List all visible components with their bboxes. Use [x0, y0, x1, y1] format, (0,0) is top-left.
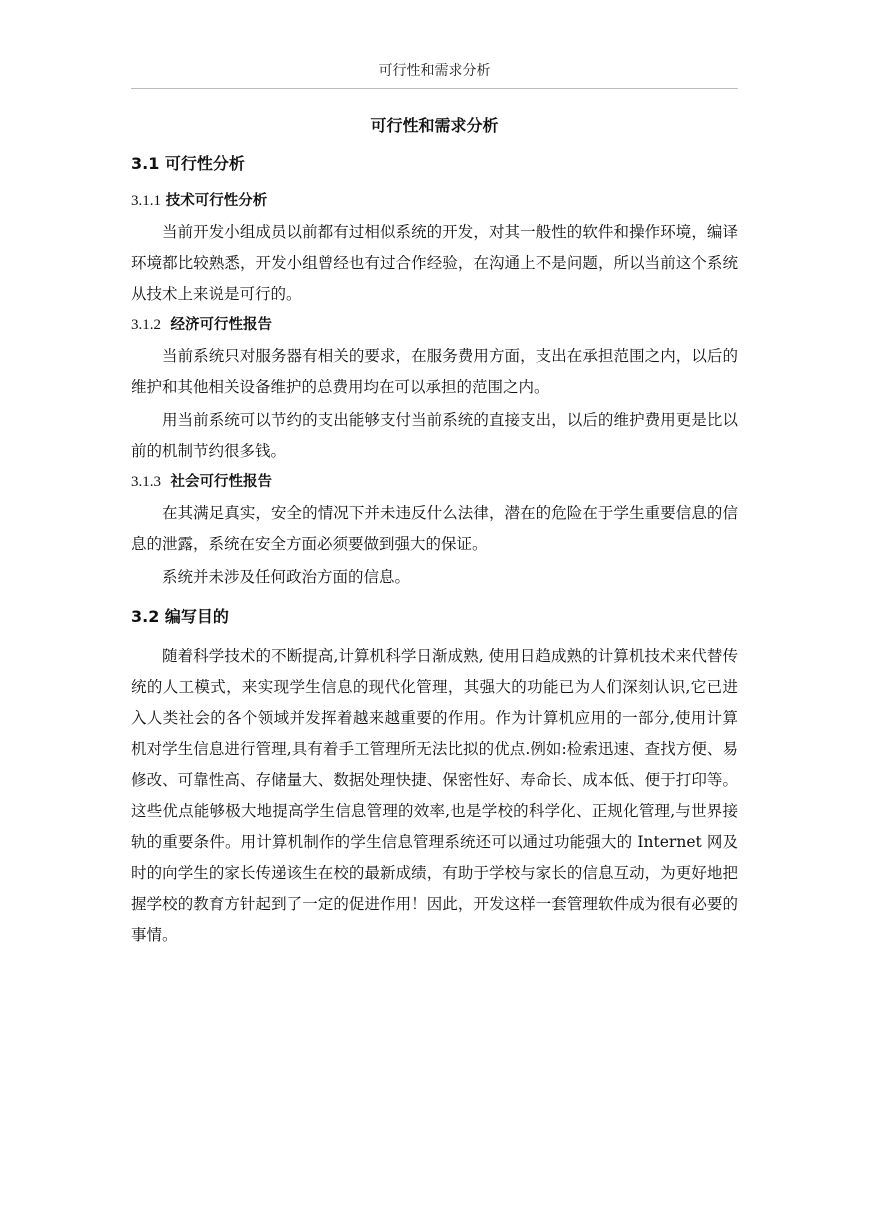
document-body [131, 114, 738, 953]
subsection-heading-3-1-3 [131, 469, 738, 494]
document-title: 可行性和需求分析 [370, 116, 499, 135]
paragraph: 当前系统只对服务器有相关的要求，在服务费用方面，支出在承担范围之内，以后的维护和其他相关设备维护的总费用均在可以承担的范围之内。 [131, 347, 738, 396]
section-heading-3-2: 3.2 编写目的 [131, 607, 229, 626]
running-header: 可行性和需求分析 [378, 63, 491, 79]
paragraph: 在其满足真实，安全的情况下并未违反什么法律，潜在的危险在于学生重要信息的信息的泄露，系统在安全方面必须要做到强大的保证。 [131, 504, 738, 553]
subsection-title: 经济可行性报告 [170, 317, 273, 333]
subsection-heading-3-1-1 [131, 188, 738, 213]
paragraph: 系统并未涉及任何政治方面的信息。 [162, 568, 411, 586]
section-heading-3-1: 3.1 可行性分析 [131, 154, 245, 173]
paragraph: 当前开发小组成员以前都有过相似系统的开发，对其一般性的软件和操作环境，编译环境都比较熟悉，开发小组曾经也有过合作经验，在沟通上不是问题，所以当前这个系统从技术上来说是可行的。 [131, 223, 738, 303]
subsection-heading-3-1-2 [131, 312, 738, 337]
paragraph: 用当前系统可以节约的支出能够支付当前系统的直接支出，以后的维护费用更是比以前的机制节约很多钱。 [131, 411, 738, 460]
paragraph: 随着科学技术的不断提高,计算机科学日渐成熟, 使用日趋成熟的计算机技术来代替传统的人工模式，来实现学生信息的现代化管理，其强大的功能已为人们深刻认识,它已进入人类社会的各个领域并发挥着越来越重要的作用。作为计算机应用的一部分,使用计算机对学生信息进行管理,具有着手工管理所无法比拟的优点.例如:检索迅速、查找方便、易修改、可靠性高、存储量大、数据处理快捷、保密性好、寿命长、成本低、便于打印等。这些优点能够极大地提高学生信息管理的效率,也是学校的科学化、正规化管理,与世界接轨的重要条件。用计算机制作的学生信息管理系统还可以通过功能强大的 Internet 网及时的向学生的家长传递该生在校的最新成绩，有助于学校与家长的信息互动，为更好地把握学校的教育方针起到了一定的促进作用！因此，开发这样一套管理软件成为很有必要的事情。 [131, 647, 738, 944]
subsection-number: 3.1.2 [131, 317, 161, 333]
subsection-title: 技术可行性分析 [165, 193, 268, 209]
subsection-number: 3.1.3 [131, 474, 161, 490]
header-divider [131, 88, 738, 89]
subsection-title: 社会可行性报告 [170, 474, 273, 490]
subsection-number: 3.1.1 [131, 193, 161, 209]
